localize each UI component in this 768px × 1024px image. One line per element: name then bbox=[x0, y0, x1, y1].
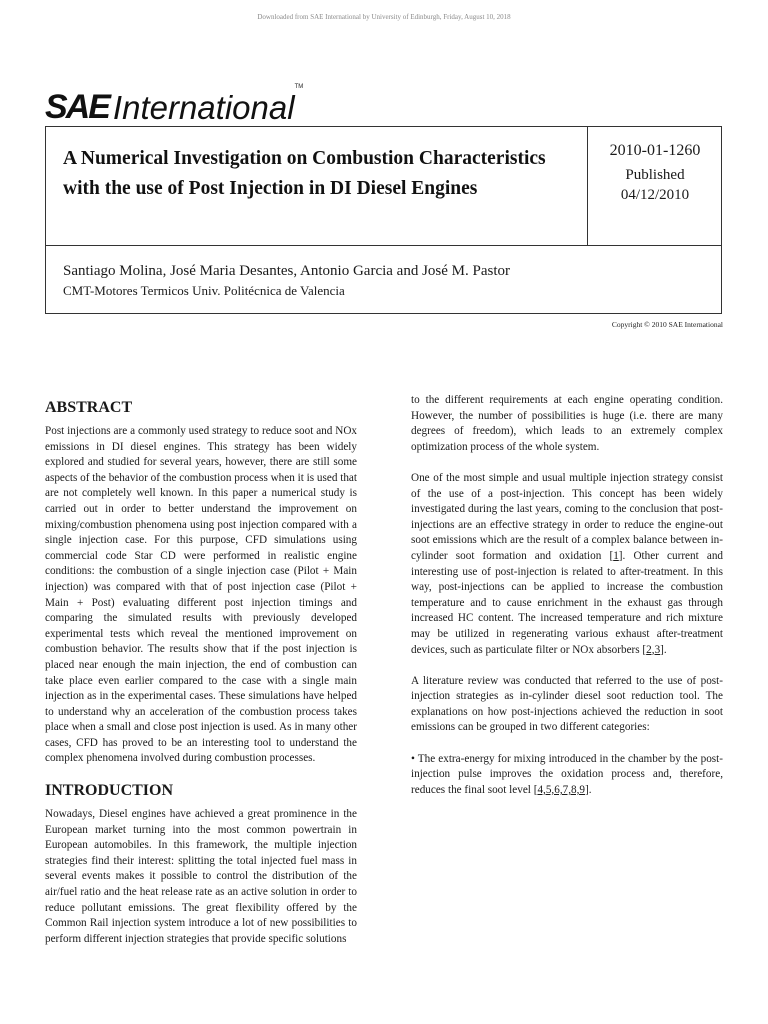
paper-meta-cell bbox=[588, 127, 722, 246]
introduction-paragraph-1-text: Nowadays, Diesel engines have achieved a great prominence in the European market turning into the most common powertrain in European automobiles. In this framework, the multiple injection strategies find their interest: splitting the total injected fuel mass in several events makes it possible to control the distribution of the air/fuel ratio and the heat release rate as an active solution in order to reduce pollutant emissions. The great flexibility offered by the Common Rail injection system introduce a lot of new possibilities to perform different injection strategies that provide specific solutions bbox=[45, 808, 357, 945]
bullet-text-a: • The extra-energy for mixing introduced in the chamber by the post-injection pulse improves the oxidation process and, therefore, reduces the final soot level [ bbox=[411, 752, 723, 796]
copyright-notice: Copyright © 2010 SAE International bbox=[611, 320, 723, 329]
author-list: Santiago Molina, José Maria Desantes, Antonio Garcia and José M. Pastor bbox=[63, 263, 511, 279]
citation-link-4-9[interactable]: 4,5,6,7,8,9 bbox=[537, 783, 585, 796]
paper-number: 2010-01-1260 bbox=[609, 142, 701, 159]
p2-text-a: One of the most simple and usual multiple injection strategy consist of the use of a post-injection. This concept has been widely investigated during the last years, coming to the conclusion that post-injections are an effective strategy in order to reduce the engine-out soot emissions which are the result of a complex balance between in-cylinder soot formation and oxidation [ bbox=[411, 471, 723, 562]
logo-international-text: International bbox=[112, 89, 295, 126]
citation-link-2-3[interactable]: 2,3 bbox=[646, 643, 661, 656]
sae-international-logo bbox=[45, 82, 303, 124]
abstract-text: Post injections are a commonly used strategy to reduce soot and NOx emissions in DI diesel engines. This strategy has been widely explored and studied for several years, however, there are still some aspects of the behavior of the combustion process when it is used that are not completely well known. In this paper a numerical study is carried out in order to better understand the improvement on mixing/combustion phenomena using post injection compared with a single injection case. For this purpose, CFD simulations using commercial code Star CD were performed in realistic engine conditions: the combustion of a single injection case (Pilot + Main injection) was compared with that of post injection case (Pilot + Main + Post) evaluating different post injection timings and comparing the simulated results with previously developed experimental tests which reveal the mentioned improvement on combustion behavior. The results show that if the post injection is placed near enough the main injection, the end of combustion can take place even earlier compared to the case with a single main injection as in the experimental cases. These simulations have helped to understand why an acceleration of the combustion process takes place when a small and close post injection is used. As in many other cases, CFD has proved to be an interesting tool to understand the complex phenomena involved during combustion processes. bbox=[45, 425, 357, 765]
logo-sae-text: SAE bbox=[45, 88, 109, 126]
abstract-heading: ABSTRACT bbox=[45, 399, 133, 416]
p2-text-c: ]. bbox=[660, 643, 667, 656]
p2-text-b: ]. Other current and interesting use of post-injection is related to after-treatment. In this way, post-injections can be applied to increase the combustion temperature and to cause enrichment in the exhaust gas through increased HC content. The increased temperature and rich mixture may be utilized in regenerating various exhaust after-treatment devices, such as particulate filter or NOx absorbers [ bbox=[411, 549, 724, 656]
introduction-paragraph-1-continued: to the different requirements at each engine operating condition. However, the number of possibilities is huge (i.e. there are many degrees of freedom), which leads to an extremely complex optimization process of the whole system. bbox=[411, 394, 723, 453]
introduction-paragraph-3: A literature review was conducted that referred to the use of post-injection strategies as in-cylinder diesel soot reduction tool. The explanations on how post-injections achieved the reduction in soot emissions can be grouped in two different categories: bbox=[411, 674, 723, 734]
left-column bbox=[45, 398, 357, 947]
published-date: 04/12/2010 bbox=[620, 187, 690, 203]
introduction-heading: INTRODUCTION bbox=[45, 782, 174, 800]
bullet-text-b: ]. bbox=[584, 783, 592, 796]
paper-title: A Numerical Investigation on Combustion Characteristics with the use of Post Injection in DI Diesel Engines bbox=[63, 148, 546, 199]
affiliation: CMT-Motores Termicos Univ. Politécnica de Valencia bbox=[63, 283, 345, 298]
title-cell bbox=[46, 127, 588, 246]
citation-link-1[interactable]: 1 bbox=[613, 549, 619, 562]
logo-trademark: TM bbox=[294, 84, 304, 90]
published-label: Published bbox=[625, 167, 685, 183]
authors-cell bbox=[46, 246, 738, 301]
download-note: Downloaded from SAE International by University of Edinburgh, Friday, August 10, 2018 bbox=[257, 13, 511, 21]
paper-header-box bbox=[45, 126, 722, 314]
introduction-bullet-1 bbox=[411, 752, 723, 799]
introduction-paragraph-1 bbox=[45, 807, 357, 947]
right-column bbox=[411, 393, 723, 798]
introduction-paragraph-2 bbox=[411, 471, 723, 658]
